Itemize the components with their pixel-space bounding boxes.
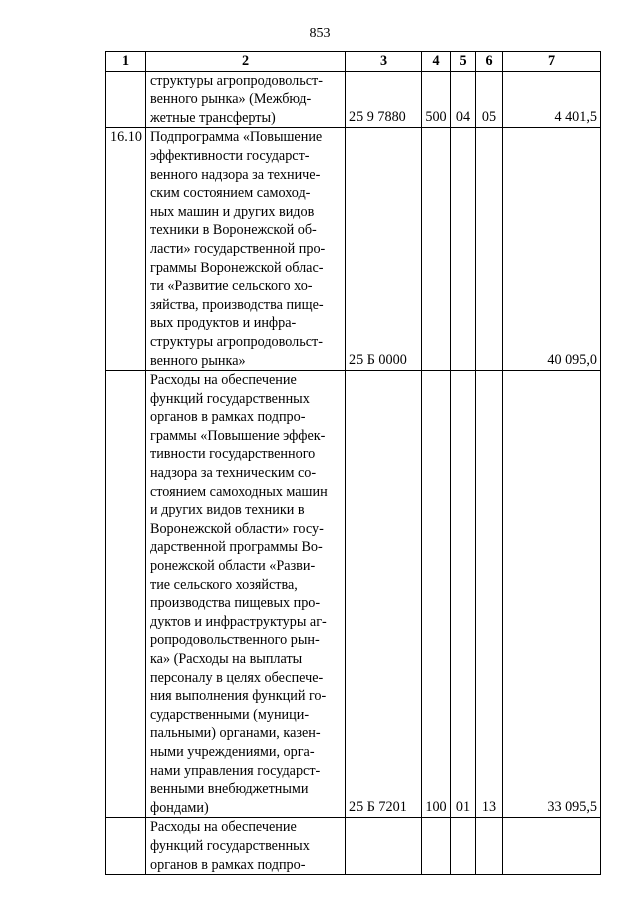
row-pr	[476, 818, 503, 875]
row-code: 25 9 7880	[346, 71, 422, 128]
table-row	[106, 128, 601, 371]
row-name: структуры агропродовольст- венного рынка» (Межбюд- жетные трансферты)	[146, 71, 346, 128]
row-pr: 05	[476, 71, 503, 128]
row-rz	[451, 818, 476, 875]
row-name: Подпрограмма «Повышение эффективности государст- венного надзора за техниче- ским состоянием самоход- ных машин и других видов техники в Воронежской об- ласти» государственной про- граммы Воронежской облас- ти «Развитие сельского хо- зяйства, производства пище- вых продуктов и инфра- структуры агропродовольст- венного рынка»	[146, 128, 346, 371]
row-vr: 500	[422, 71, 451, 128]
row-sum: 33 095,5	[503, 371, 601, 818]
row-code	[346, 818, 422, 875]
row-code: 25 Б 0000	[346, 128, 422, 371]
header-cell-4: 4	[422, 52, 451, 72]
table-row	[106, 71, 601, 128]
row-rz: 01	[451, 371, 476, 818]
row-name: Расходы на обеспечение функций государственных органов в рамках подпро- граммы «Повышение эффек- тивности государственного надзора за техническим со- стоянием самоходных машин и других видов техники в Воронежской области» госу- дарственной программы Во- ронежской области «Разви- тие сельского хозяйства, производства пищевых про- дуктов и инфраструктуры аг- ропродовольственного рын- ка» (Расходы на выплаты персоналу в целях обеспече- ния выполнения функций го- сударственными (муници- пальными) органами, казен- ными учреждениями, орга- нами управления государст- венными внебюджетными фондами)	[146, 371, 346, 818]
row-number	[106, 818, 146, 875]
header-cell-5: 5	[451, 52, 476, 72]
header-cell-6: 6	[476, 52, 503, 72]
budget-table	[105, 51, 601, 875]
row-rz	[451, 128, 476, 371]
row-vr	[422, 818, 451, 875]
table-row	[106, 818, 601, 875]
row-pr: 13	[476, 371, 503, 818]
row-sum: 4 401,5	[503, 71, 601, 128]
header-cell-7: 7	[503, 52, 601, 72]
row-sum: 40 095,0	[503, 128, 601, 371]
row-vr	[422, 128, 451, 371]
row-rz: 04	[451, 71, 476, 128]
row-name: Расходы на обеспечение функций государственных органов в рамках подпро-	[146, 818, 346, 875]
header-cell-2: 2	[146, 52, 346, 72]
header-cell-1: 1	[106, 52, 146, 72]
header-cell-3: 3	[346, 52, 422, 72]
row-number	[106, 71, 146, 128]
row-sum	[503, 818, 601, 875]
page-number: 853	[309, 26, 331, 41]
row-code: 25 Б 7201	[346, 371, 422, 818]
row-number	[106, 371, 146, 818]
row-number: 16.10	[106, 128, 146, 371]
row-vr: 100	[422, 371, 451, 818]
header-row	[106, 52, 601, 72]
table-row	[106, 371, 601, 818]
row-pr	[476, 128, 503, 371]
